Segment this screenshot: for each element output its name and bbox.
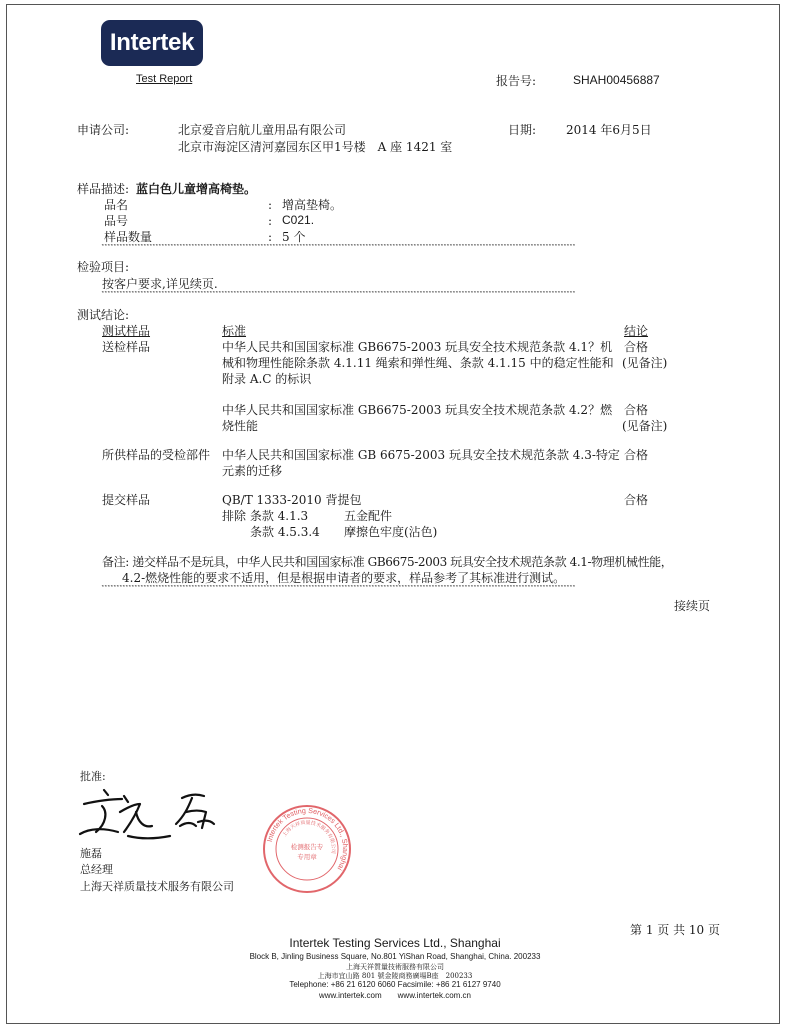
report-type-label: Test Report (136, 73, 193, 85)
footer-phone: Telephone: +86 21 6120 6060 Facsimile: +86 21 6127 9740 (289, 980, 501, 989)
col-header-standard: 标准 (222, 324, 247, 338)
seal-center-text: 检测报告专 (290, 843, 324, 851)
exclusion-desc: 摩擦色牢度(沾色) (344, 525, 438, 539)
footer-company-cn: 上海天祥質量技術服務有限公司 (346, 963, 444, 971)
sample-row-label: 样品数量 (104, 230, 153, 244)
report-date: 2014 年6月5日 (566, 123, 652, 137)
sample-desc-label: 样品描述: (77, 182, 130, 196)
result-pass: 合格 (624, 493, 649, 507)
sample-row-sep: : (268, 214, 273, 228)
result-pass: 合格 (624, 448, 649, 462)
applicant-label: 申请公司: (77, 123, 130, 137)
inspection-text: 按客户要求,详见续页. (102, 277, 218, 291)
continued-label: 接续页 (674, 599, 711, 613)
page-number: 第 1 页 共 10 页 (630, 923, 720, 937)
exclusion-clause: 条款 4.5.3.4 (250, 525, 320, 539)
exclusion-desc: 五金配件 (344, 509, 393, 523)
approver-title: 总经理 (80, 863, 113, 876)
star-divider: ************************************************************************************************************************************************************** (101, 585, 576, 591)
standard-line: 烧性能 (222, 419, 259, 433)
standard-line: 械和物理性能除条款 4.1.11 绳索和弹性绳、条款 4.1.15 中的稳定性能和 (222, 356, 614, 370)
seal-center-text: 专用章 (297, 853, 317, 861)
approver-name: 施磊 (80, 847, 102, 860)
remark-line: 4.2-燃烧性能的要求不适用，但是根据申请者的要求，样品参考了其标准进行测试。 (122, 571, 566, 585)
standard-line: 中华人民共和国国家标准 GB 6675-2003 玩具安全技术规范条款 4.3-特定 (222, 448, 620, 462)
sample-desc: 蓝白色儿童增高椅垫。 (136, 182, 257, 196)
submitted-sample-label: 送检样品 (102, 340, 151, 354)
standard-line: 元素的迁移 (222, 464, 283, 478)
footer-web: www.intertek.com www.intertek.com.cn (318, 991, 472, 1000)
star-divider: ************************************************************************************************************************************************************** (101, 291, 576, 297)
standard-line: 中华人民共和国国家标准 GB6675-2003 玩具安全技术规范条款 4.1？机 (222, 340, 613, 354)
result-pass: 合格 (624, 340, 649, 354)
footer-address-cn: 上海市宜山路 801 號金陵商務廣場B座 200233 (317, 972, 473, 980)
page-border (6, 4, 780, 1024)
intertek-logo: Intertek (101, 20, 203, 66)
standard-line: 中华人民共和国国家标准 GB6675-2003 玩具安全技术规范条款 4.2？燃 (222, 403, 613, 417)
star-divider: ************************************************************************************************************************************************************** (101, 244, 576, 250)
seal-inner-text: 上海天祥质量技术服务有限公司 (281, 819, 337, 854)
exclusion-clause: 排除 条款 4.1.3 (222, 509, 309, 523)
sample-row-sep: : (268, 230, 273, 244)
report-no: SHAH00456887 (573, 73, 660, 87)
submitted-sample-label: 提交样品 (102, 493, 151, 507)
sample-row-value: 增高垫椅。 (282, 198, 343, 212)
inspection-label: 检验项目: (77, 260, 130, 274)
footer-address-en: Block B, Jinling Business Square, No.801 YiShan Road, Shanghai, China. 200233 (249, 952, 541, 961)
sample-row-label: 品号 (104, 214, 129, 228)
result-pass: 合格 (624, 403, 649, 417)
sample-row-value: C021. (282, 213, 315, 227)
col-header-result: 结论 (624, 324, 649, 338)
approver-company: 上海天祥质量技术服务有限公司 (80, 880, 234, 893)
sample-row-value: 5 个 (282, 230, 306, 244)
signature (78, 782, 228, 842)
result-note: (见备注) (622, 356, 668, 370)
standard-line: QB/T 1333-2010 背提包 (222, 493, 362, 507)
conclusion-label: 测试结论: (77, 308, 130, 322)
sample-row-sep: : (268, 198, 273, 212)
approval-label: 批准: (80, 770, 106, 783)
date-label: 日期: (508, 123, 537, 137)
footer-company: Intertek Testing Services Ltd., Shanghai (289, 936, 501, 950)
result-note: (见备注) (622, 419, 668, 433)
seal-ring-text: Intertek Testing Services Ltd., Shanghai (264, 805, 351, 873)
remark-line: 备注: 递交样品不是玩具，中华人民共和国国家标准 GB6675-2003 玩具安全技术规范条款 4.1-物理机械性能， (102, 555, 673, 569)
report-no-label: 报告号: (496, 74, 537, 88)
applicant-address: 北京市海淀区清河嘉园东区甲1号楼 A 座 1421 室 (178, 140, 453, 154)
col-header-sample: 测试样品 (102, 324, 151, 338)
sample-row-label: 品名 (104, 198, 129, 212)
company-seal (262, 804, 352, 894)
tested-part-label: 所供样品的受检部件 (102, 448, 211, 462)
applicant-name: 北京爱音启航儿童用品有限公司 (178, 123, 347, 137)
standard-line: 附录 A.C 的标识 (222, 372, 312, 386)
